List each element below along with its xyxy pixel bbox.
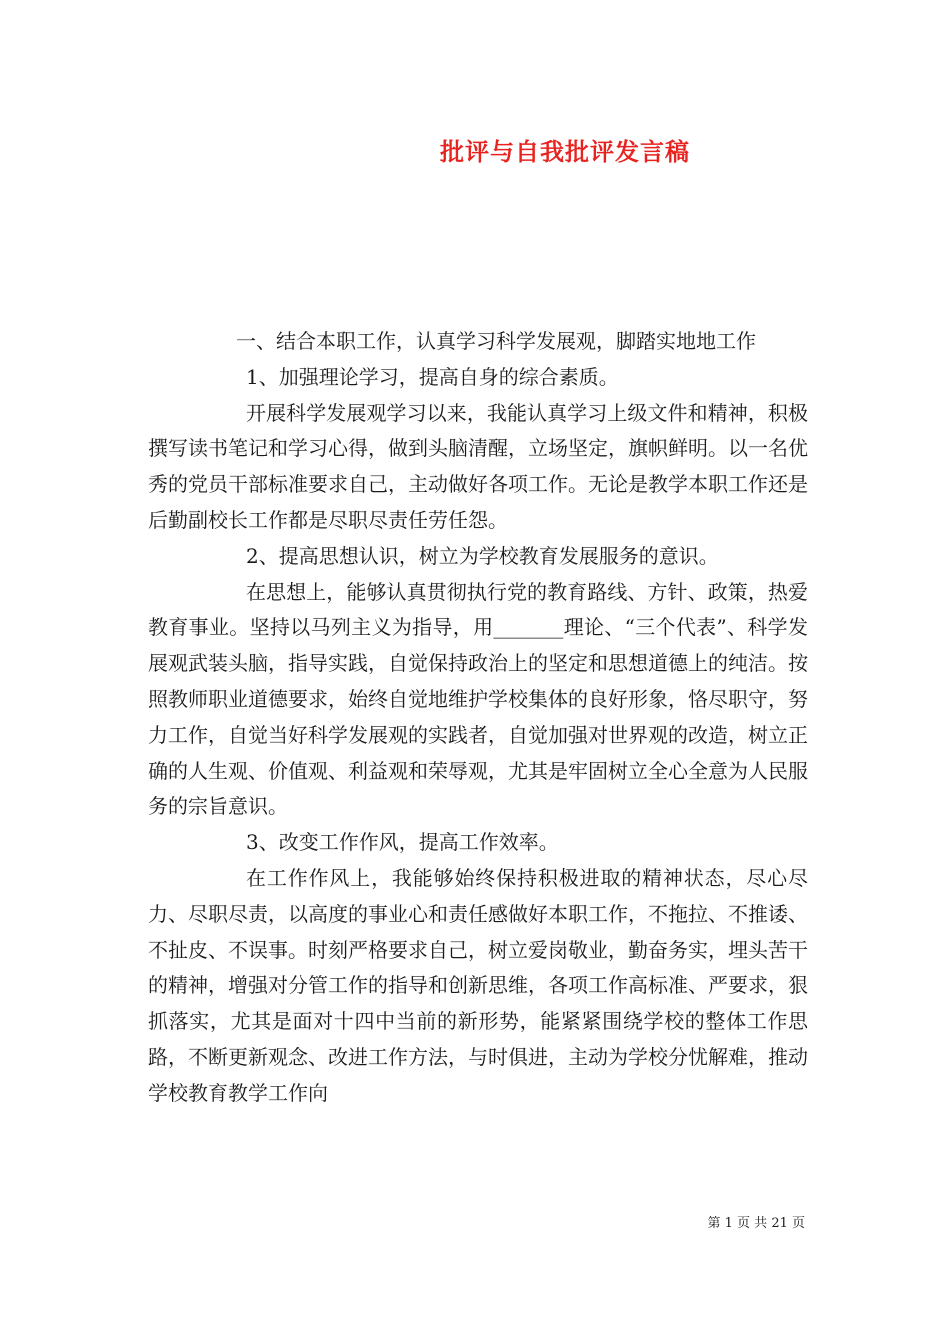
subheading-3: 3、改变工作作风，提高工作效率。	[246, 830, 559, 855]
paragraph-2: 在思想上，能够认真贯彻执行党的教育路线、方针、政策，热爱教育事业。坚持以马列主义为指导，用_______理论、“三个代表”、科学发展观武装头脑，指导实践，自觉保持政治上的坚定和思想道德上的纯洁。按照教师职业道德要求，始终自觉地维护学校集体的良好形象，恪尽职守，努力工作，自觉当好科学发展观的实践者，自觉加强对世界观的改造，树立正确的人生观、价值观、利益观和荣辱观，尤其是牢固树立全心全意为人民服务的宗旨意识。	[148, 579, 808, 819]
document-body	[148, 324, 808, 1112]
section-heading: 一、结合本职工作，认真学习科学发展观，脚踏实地地工作	[236, 329, 756, 353]
subheading-2: 2、提高思想认识，树立为学校教育发展服务的意识。	[246, 543, 719, 568]
document-title: 批评与自我批评发言稿	[440, 137, 690, 166]
paragraph-1: 开展科学发展观学习以来，我能认真学习上级文件和精神，积极撰写读书笔记和学习心得，做到头脑清醒，立场坚定，旗帜鲜明。以一名优秀的党员干部标准要求自己，主动做好各项工作。无论是教学本职工作还是后勤副校长工作都是尽职尽责任劳任怨。	[148, 400, 808, 532]
page-number-footer: 第 1 页 共 21 页	[707, 1216, 805, 1231]
subheading-1: 1、加强理论学习，提高自身的综合素质。	[246, 364, 619, 389]
paragraph-3: 在工作作风上，我能够始终保持积极进取的精神状态，尽心尽力、尽职尽责，以高度的事业心和责任感做好本职工作，不拖拉、不推诿、不扯皮、不误事。时刻严格要求自己，树立爱岗敬业，勤奋务实，埋头苦干的精神，增强对分管工作的指导和创新思维，各项工作高标准、严要求，狠抓落实，尤其是面对十四中当前的新形势，能紧紧围绕学校的整体工作思路，不断更新观念、改进工作方法，与时俱进，主动为学校分忧解难，推动学校教育教学工作向	[148, 865, 808, 1105]
